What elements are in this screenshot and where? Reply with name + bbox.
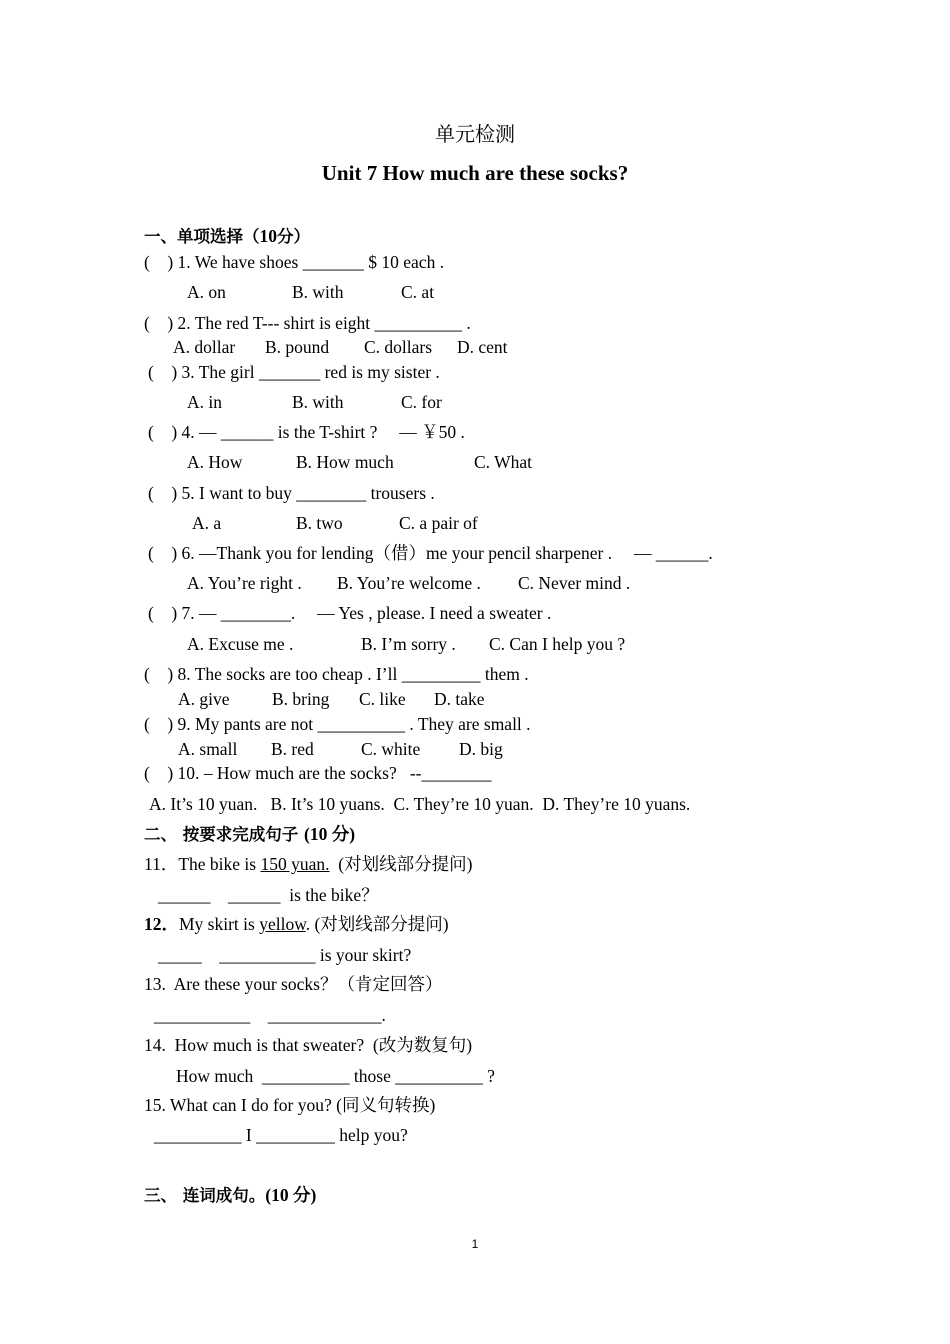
section-3-label: 三、 连词成句。	[144, 1186, 266, 1205]
question-1: ( ) 1. We have shoes _______ $ 10 each .	[144, 252, 445, 272]
section-2-points: (10 分)	[304, 824, 356, 844]
q12-instruction: . (对划线部分提问)	[305, 914, 449, 934]
question-7: ( ) 7. — ________. — Yes , please. I need a sweater .	[148, 603, 552, 623]
page-title-cn: 单元检测	[435, 124, 515, 146]
q11-text: 11．The bike is	[144, 854, 261, 874]
q5-option-a: A. a	[192, 513, 222, 533]
q2-option-b: B. pound	[265, 337, 330, 357]
page-number: 1	[471, 1237, 479, 1251]
q10-options: A. It’s 10 yuan. B. It’s 10 yuans. C. They’re 10 yuan. D. They’re 10 yuans.	[149, 794, 691, 814]
q4-option-c: C. What	[474, 452, 533, 472]
question-12	[144, 913, 449, 935]
q11-answer-blanks: ______ ______ is the bike？	[158, 885, 379, 905]
section-1-label: 一、单项选择（	[144, 227, 260, 246]
question-13: 13. Are these your socks？（肯定回答）	[144, 974, 443, 994]
question-8: ( ) 8. The socks are too cheap . I’ll _________ them .	[144, 664, 529, 684]
q8-option-b: B. bring	[272, 689, 330, 709]
q5-option-b: B. two	[296, 513, 343, 533]
section-1-points: 10	[259, 226, 277, 246]
q3-option-a: A. in	[187, 392, 222, 412]
q14-answer-blanks: How much __________ those __________ ?	[176, 1066, 495, 1086]
question-4: ( ) 4. — ______ is the T-shirt ? — ￥50 .	[148, 422, 465, 442]
q5-option-c: C. a pair of	[399, 513, 478, 533]
q9-option-d: D. big	[459, 739, 503, 759]
question-6: ( ) 6. —Thank you for lending（借）me your pencil sharpener . — ______.	[148, 543, 713, 563]
question-2: ( ) 2. The red T--- shirt is eight __________ .	[144, 313, 471, 333]
section-2-label: 二、 按要求完成句子	[144, 825, 304, 844]
q6-option-a: A. You’re right .	[187, 573, 302, 593]
q1-option-c: C. at	[401, 282, 435, 302]
section-1-heading	[144, 225, 310, 248]
section-2-heading	[144, 823, 355, 846]
q1-option-b: B. with	[292, 282, 344, 302]
section-3-heading	[144, 1184, 316, 1207]
q9-option-c: C. white	[361, 739, 421, 759]
q11-instruction: (对划线部分提问)	[329, 854, 473, 874]
q2-option-d: D. cent	[457, 337, 508, 357]
q12-answer-blanks: _____ ___________ is your skirt?	[158, 945, 412, 965]
q4-option-a: A. How	[187, 452, 243, 472]
q6-option-c: C. Never mind .	[518, 573, 631, 593]
section-1-suffix: 分）	[277, 227, 310, 246]
q12-text: My skirt is	[179, 914, 260, 934]
question-3: ( ) 3. The girl _______ red is my sister .	[148, 362, 440, 382]
question-14: 14. How much is that sweater? (改为数复句)	[144, 1035, 473, 1055]
question-11	[144, 853, 472, 875]
q7-option-a: A. Excuse me .	[187, 634, 294, 654]
q1-option-a: A. on	[187, 282, 226, 302]
q7-option-c: C. Can I help you ?	[489, 634, 626, 654]
q6-option-b: B. You’re welcome .	[337, 573, 481, 593]
q12-number: 12．	[144, 914, 179, 934]
q7-option-b: B. I’m sorry .	[361, 634, 456, 654]
q9-option-a: A. small	[178, 739, 238, 759]
question-15: 15. What can I do for you? (同义句转换)	[144, 1095, 436, 1115]
question-5: ( ) 5. I want to buy ________ trousers .	[148, 483, 435, 503]
q3-option-b: B. with	[292, 392, 344, 412]
q12-underlined: yellow	[259, 914, 306, 934]
q3-option-c: C. for	[401, 392, 442, 412]
q2-option-a: A. dollar	[173, 337, 236, 357]
q13-answer-blanks: ___________ _____________.	[154, 1005, 386, 1025]
question-10: ( ) 10. – How much are the socks? --________	[144, 763, 492, 783]
q15-answer-blanks: __________ I _________ help you?	[154, 1125, 408, 1145]
q2-option-c: C. dollars	[364, 337, 433, 357]
section-3-points: (10 分)	[265, 1185, 317, 1205]
q4-option-b: B. How much	[296, 452, 394, 472]
question-9: ( ) 9. My pants are not __________ . They are small .	[144, 714, 531, 734]
page-title-en: Unit 7 How much are these socks?	[321, 161, 629, 185]
q8-option-d: D. take	[434, 689, 485, 709]
q11-underlined: 150 yuan.	[260, 854, 330, 874]
q8-option-a: A. give	[178, 689, 230, 709]
q9-option-b: B. red	[271, 739, 314, 759]
q8-option-c: C. like	[359, 689, 406, 709]
